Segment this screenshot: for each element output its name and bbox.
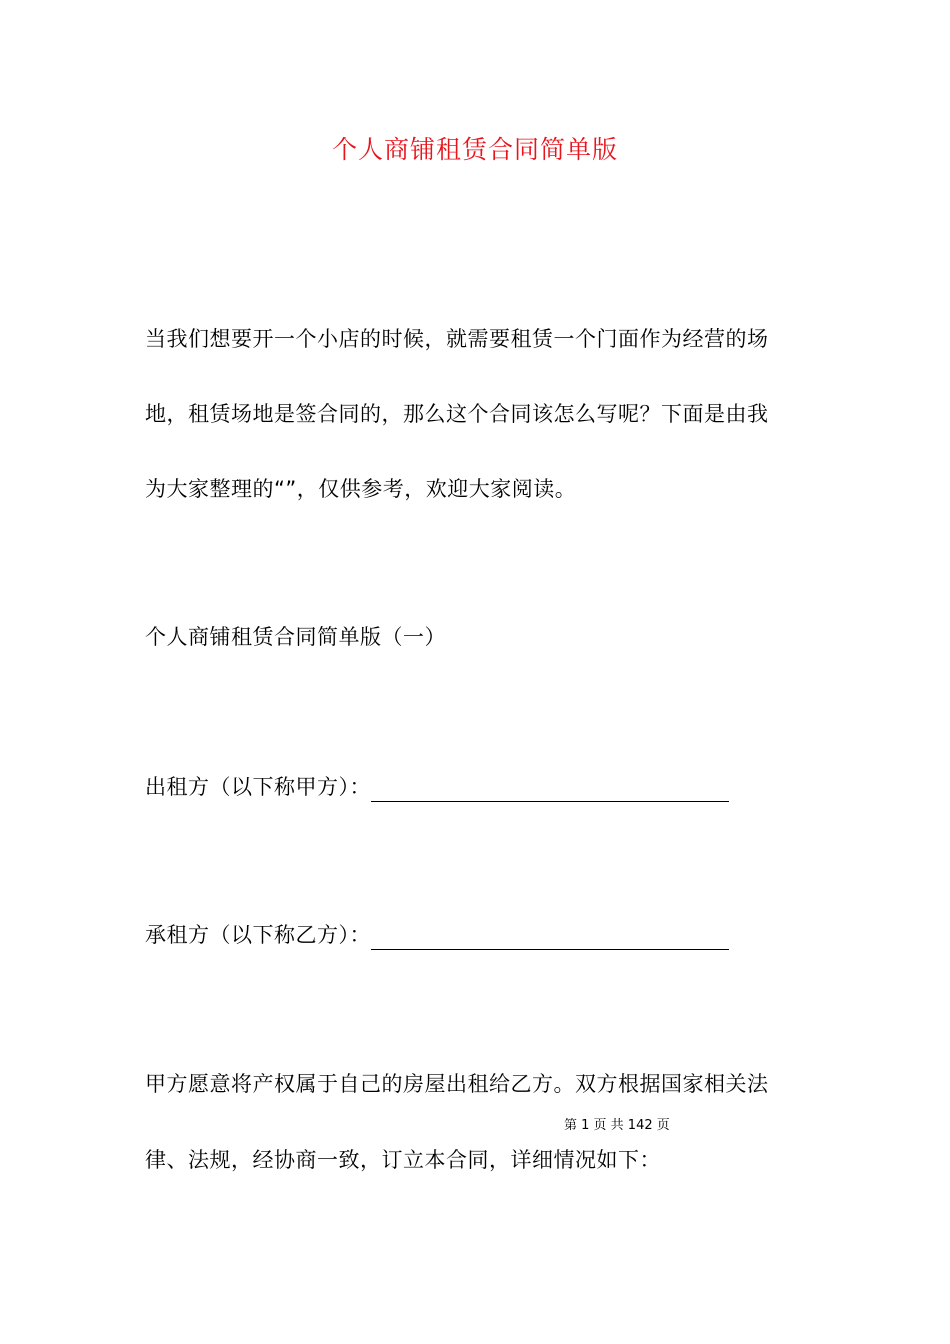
page-title: 个人商铺租赁合同简单版 bbox=[331, 135, 618, 164]
body-line-1: 甲方愿意将产权属于自己的房屋出租给乙方。双方根据国家相关法 bbox=[145, 1072, 769, 1096]
lessor-label: 出租方（以下称甲方）： bbox=[145, 775, 371, 799]
intro-line-3: 为大家整理的“”，仅供参考，欢迎大家阅读。 bbox=[145, 477, 577, 501]
lessee-row bbox=[145, 920, 729, 950]
body-line-2: 律、法规，经协商一致，订立本合同，详细情况如下： bbox=[145, 1148, 661, 1172]
section-heading: 个人商铺租赁合同简单版（一） bbox=[145, 625, 446, 649]
lessee-blank-field[interactable] bbox=[371, 925, 729, 950]
page-footer: 第 1 页 共 142 页 bbox=[564, 1118, 670, 1133]
intro-line-2: 地，租赁场地是签合同的，那么这个合同该怎么写呢？下面是由我 bbox=[145, 402, 769, 426]
lessee-label: 承租方（以下称乙方）： bbox=[145, 923, 371, 947]
lessor-blank-field[interactable] bbox=[371, 777, 729, 802]
intro-line-1: 当我们想要开一个小店的时候，就需要租赁一个门面作为经营的场 bbox=[145, 327, 769, 351]
lessor-row bbox=[145, 772, 729, 802]
